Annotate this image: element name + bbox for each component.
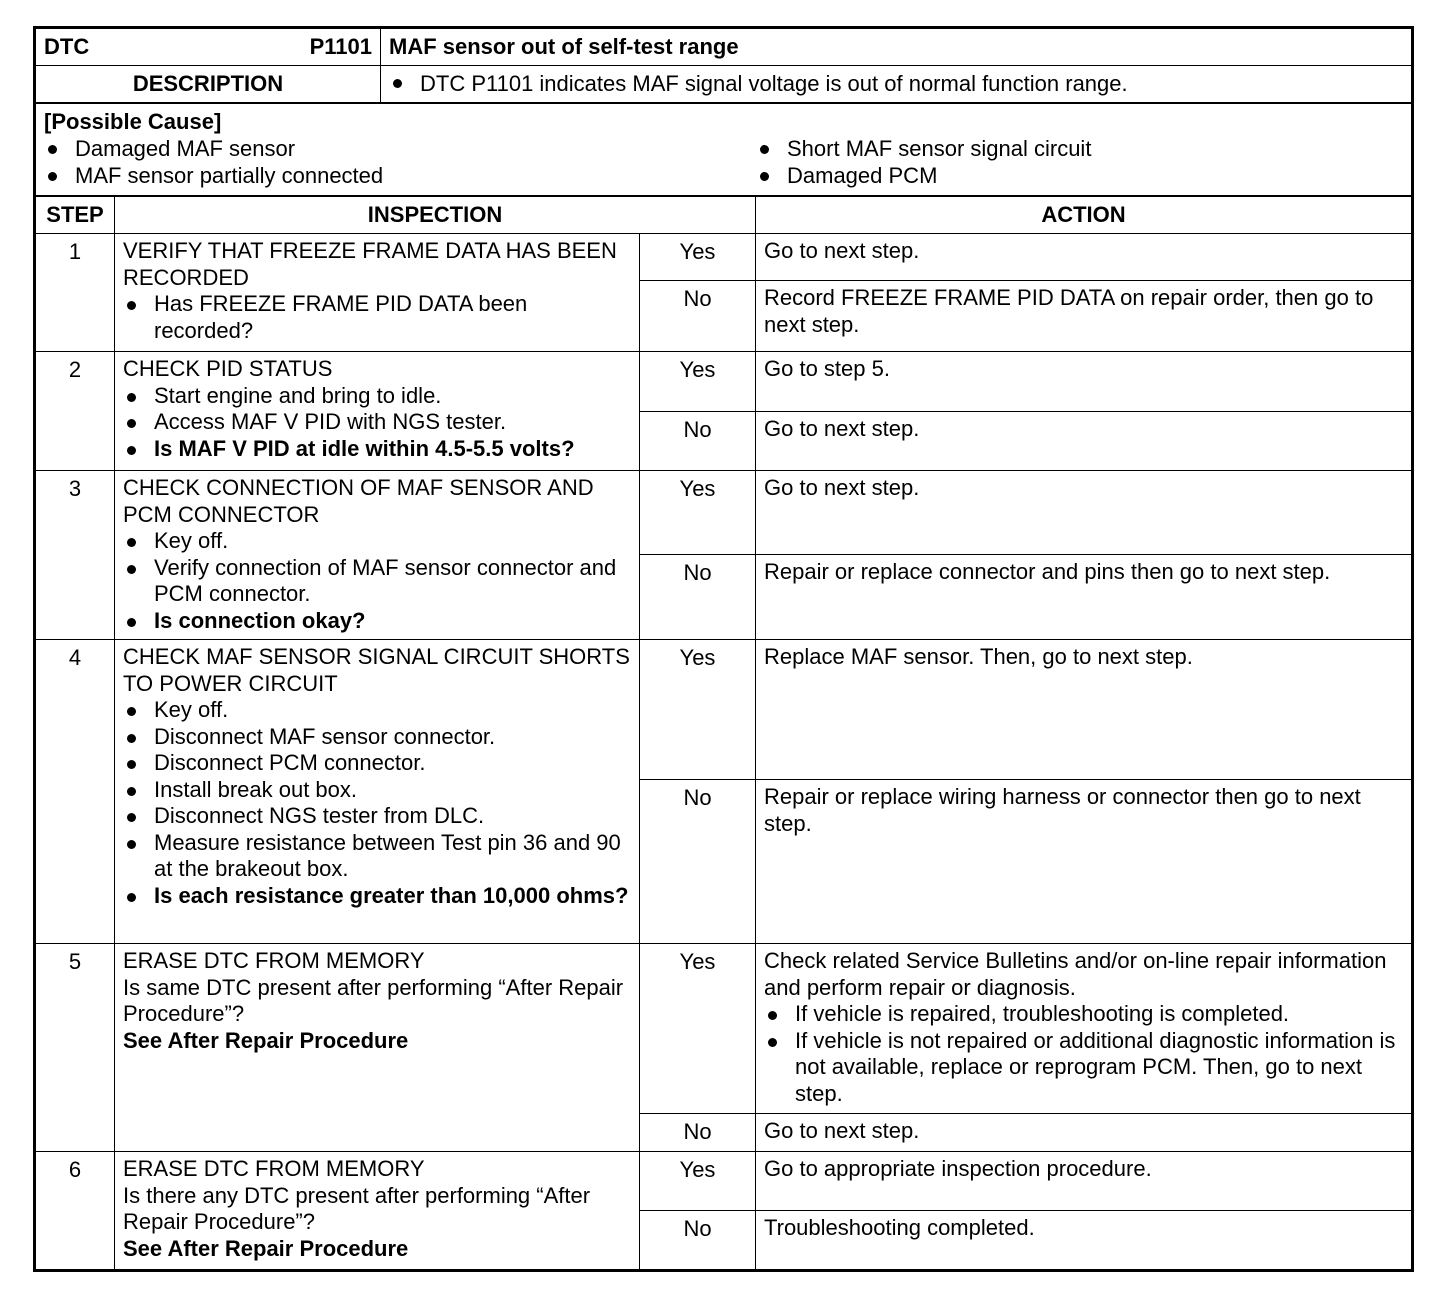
possible-cause-table — [35, 103, 1412, 196]
yes-action: Check related Service Bulletins and/or on-line repair information and perform repair or diagnosis. — [764, 948, 1387, 1000]
yes-action: Go to step 5. — [756, 352, 1412, 412]
no-action: Troubleshooting completed. — [756, 1211, 1412, 1270]
yes-label: Yes — [640, 944, 756, 1114]
dtc-title: MAF sensor out of self-test range — [381, 29, 1412, 66]
inspection-item: Install break out box. — [123, 777, 631, 804]
inspection-cell — [115, 352, 640, 471]
step-title: ERASE DTC FROM MEMORY — [123, 948, 425, 973]
cause-item: Damaged MAF sensor — [44, 135, 756, 162]
step-number: 3 — [36, 471, 115, 640]
table-row — [36, 944, 1412, 1114]
yes-label: Yes — [640, 234, 756, 281]
inspection-item: Access MAF V PID with NGS tester. — [123, 409, 631, 436]
no-action: Repair or replace connector and pins then go to next step. — [756, 555, 1412, 640]
cause-item: MAF sensor partially connected — [44, 162, 756, 189]
inspection-cell — [115, 640, 640, 944]
no-label: No — [640, 1114, 756, 1152]
yes-action: Go to appropriate inspection procedure. — [756, 1152, 1412, 1211]
possible-cause-section — [36, 104, 1412, 196]
step-title: CHECK CONNECTION OF MAF SENSOR AND PCM CONNECTOR — [123, 475, 594, 527]
step-column-header: STEP — [36, 197, 115, 234]
no-label: No — [640, 1211, 756, 1270]
step-number: 1 — [36, 234, 115, 352]
inspection-cell — [115, 944, 640, 1152]
inspection-item: Measure resistance between Test pin 36 and 90 at the brakeout box. — [123, 830, 631, 883]
inspection-question: Is each resistance greater than 10,000 ohms? — [123, 883, 631, 910]
step-number: 4 — [36, 640, 115, 944]
step-see-reference: See After Repair Procedure — [123, 1235, 409, 1261]
description-label: DESCRIPTION — [36, 66, 381, 103]
table-row — [36, 1152, 1412, 1211]
dtc-code: P1101 — [309, 34, 372, 59]
no-label: No — [640, 281, 756, 352]
yes-action: Go to next step. — [756, 471, 1412, 555]
yes-action: Go to next step. — [756, 234, 1412, 281]
inspection-question: Is connection okay? — [123, 608, 631, 635]
no-action: Record FREEZE FRAME PID DATA on repair order, then go to next step. — [756, 281, 1412, 352]
inspection-question: Is MAF V PID at idle within 4.5-5.5 volts? — [123, 436, 631, 463]
cause-list-right — [756, 135, 1403, 189]
inspection-item: Disconnect NGS tester from DLC. — [123, 803, 631, 830]
description-cell — [381, 66, 1412, 103]
no-action: Go to next step. — [756, 1114, 1412, 1152]
inspection-item: Has FREEZE FRAME PID DATA been recorded? — [123, 291, 631, 344]
inspection-column-header: INSPECTION — [115, 197, 756, 234]
yes-label: Yes — [640, 471, 756, 555]
dtc-label: DTC — [44, 34, 90, 59]
step-question: Is same DTC present after performing “After Repair Procedure”? — [123, 974, 624, 1026]
inspection-cell — [115, 1152, 640, 1270]
step-number: 5 — [36, 944, 115, 1152]
dtc-id-cell — [36, 29, 381, 66]
yes-label: Yes — [640, 1152, 756, 1211]
step-see-reference: See After Repair Procedure — [123, 1027, 409, 1053]
no-label: No — [640, 412, 756, 471]
table-row — [36, 352, 1412, 412]
step-title: VERIFY THAT FREEZE FRAME DATA HAS BEEN RECORDED — [123, 238, 617, 290]
no-label: No — [640, 555, 756, 640]
cause-item: Damaged PCM — [756, 162, 1403, 189]
no-action: Go to next step. — [756, 412, 1412, 471]
step-question: Is there any DTC present after performing “After Repair Procedure”? — [123, 1182, 591, 1234]
table-row — [36, 234, 1412, 281]
dtc-sheet — [33, 26, 1414, 1272]
header-table — [35, 28, 1412, 103]
step-number: 2 — [36, 352, 115, 471]
yes-action: Replace MAF sensor. Then, go to next step. — [756, 640, 1412, 780]
step-title: CHECK MAF SENSOR SIGNAL CIRCUIT SHORTS TO POWER CIRCUIT — [123, 644, 630, 696]
no-action: Repair or replace wiring harness or connector then go to next step. — [756, 780, 1412, 944]
description-text: DTC P1101 indicates MAF signal voltage is out of normal function range. — [389, 69, 1403, 99]
yes-action-cell — [756, 944, 1412, 1114]
table-row — [36, 640, 1412, 780]
table-row — [36, 471, 1412, 555]
yes-label: Yes — [640, 352, 756, 412]
inspection-item: Key off. — [123, 528, 631, 555]
inspection-item: Disconnect MAF sensor connector. — [123, 724, 631, 751]
step-number: 6 — [36, 1152, 115, 1270]
cause-list-left — [44, 135, 756, 189]
inspection-cell — [115, 234, 640, 352]
cause-item: Short MAF sensor signal circuit — [756, 135, 1403, 162]
inspection-item: Verify connection of MAF sensor connector and PCM connector. — [123, 555, 631, 608]
yes-label: Yes — [640, 640, 756, 780]
step-title: CHECK PID STATUS — [123, 356, 333, 381]
action-item: If vehicle is not repaired or additional diagnostic information is not available, replace or reprogram PCM. Then, go to next step. — [764, 1028, 1403, 1108]
inspection-cell — [115, 471, 640, 640]
possible-cause-label: [Possible Cause] — [44, 109, 222, 134]
inspection-item: Disconnect PCM connector. — [123, 750, 631, 777]
step-title: ERASE DTC FROM MEMORY — [123, 1156, 425, 1181]
inspection-item: Key off. — [123, 697, 631, 724]
action-item: If vehicle is repaired, troubleshooting is completed. — [764, 1001, 1403, 1028]
no-label: No — [640, 780, 756, 944]
action-column-header: ACTION — [756, 197, 1412, 234]
inspection-item: Start engine and bring to idle. — [123, 383, 631, 410]
steps-table — [35, 196, 1412, 1270]
